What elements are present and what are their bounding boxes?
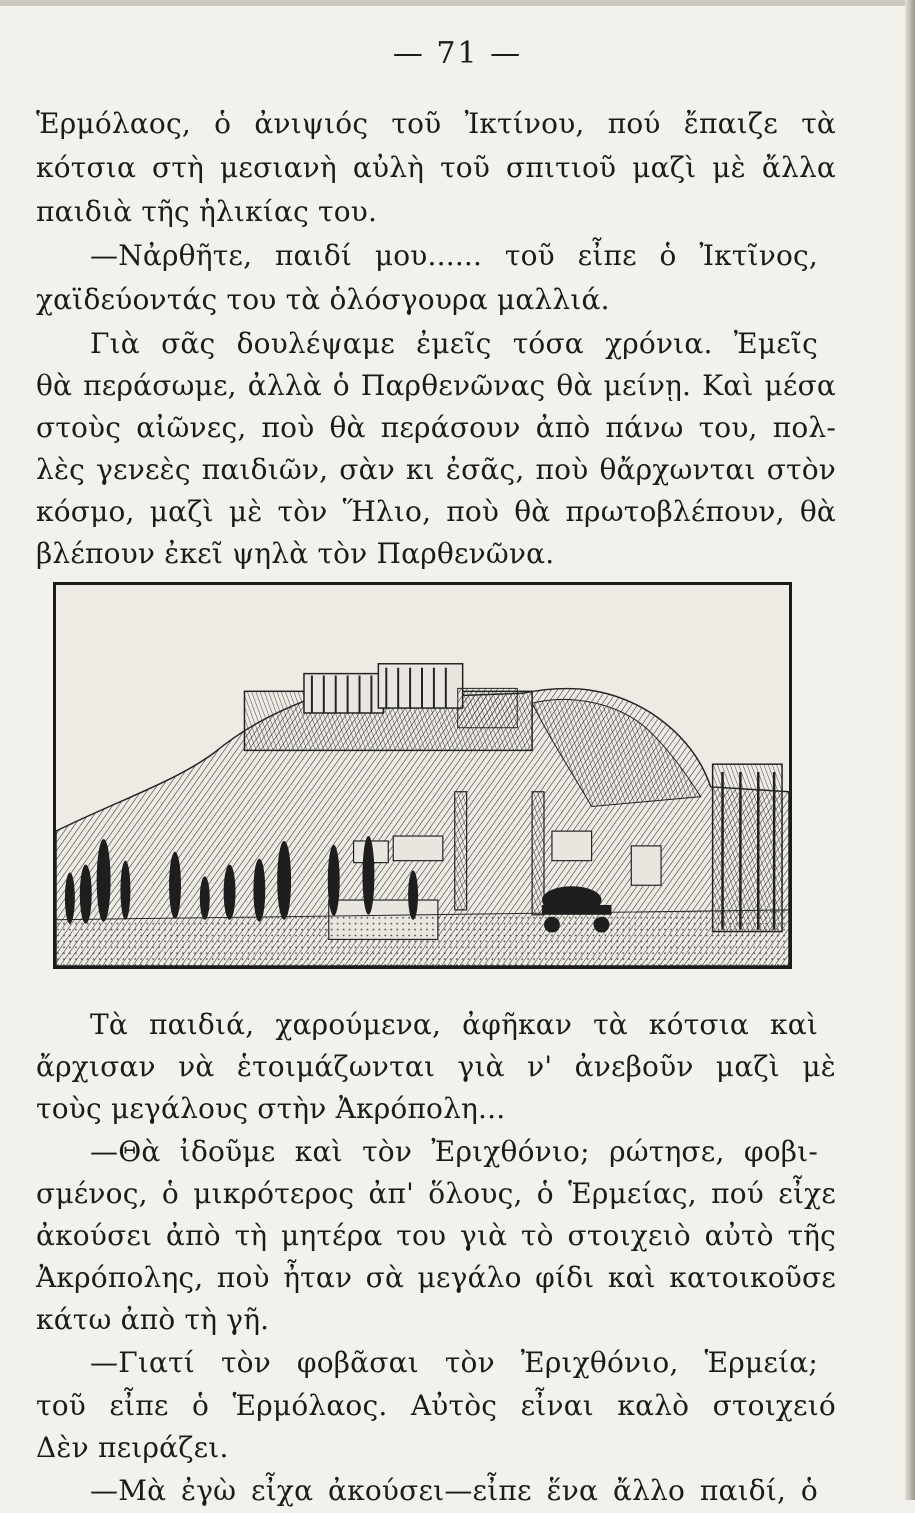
text-line: Ἑρμόλαος, ὁ ἀνιψιός τοῦ Ἰκτίνου, πού ἔπαιζε τὰ [36,107,836,140]
acropolis-illustration [53,582,792,969]
text-line: Ἀκρόπολης, ποὺ ἦταν σὰ μεγάλο φίδι καὶ κατοικοῦσε [36,1261,836,1294]
text-line: —Γιατί τὸν φοβᾶσαι τὸν Ἐριχθόνιο, Ἑρμεία; [90,1346,818,1379]
text-line: θὰ περάσωμε, ἀλλὰ ὁ Παρθενῶνας θὰ μείνῃ. Καὶ μέσα [36,369,836,402]
text-line: ἀκούσει ἀπὸ τὴ μητέρα του γιὰ τὸ στοιχειὸ αὐτὸ τῆς [36,1219,836,1252]
page-edge [0,0,915,6]
text-line: Τὰ παιδιά, χαρούμενα, ἀφῆκαν τὰ κότσια καὶ [90,1008,818,1041]
text-line: στοὺς αἰῶνες, ποὺ θὰ περάσουν ἀπὸ πάνω του, πολ- [36,411,836,444]
text-line: Γιὰ σᾶς δουλέψαμε ἐμεῖς τόσα χρόνια. Ἐμεῖς [90,327,818,360]
text-line: σμένος, ὁ μικρότερος ἀπ' ὅλους, ὁ Ἑρμείας, πού εἶχε [36,1177,836,1210]
text-line: παιδιὰ τῆς ἡλικίας του. [36,195,378,228]
text-line: κόσμο, μαζὶ μὲ τὸν Ἥλιο, ποὺ θὰ πρωτοβλέπουν, θὰ [36,495,836,528]
text-line: βλέπουν ἐκεῖ ψηλὰ τὸν Παρθενῶνα. [36,537,555,570]
text-line: τοὺς μεγάλους στὴν Ἀκρόπολη... [36,1092,506,1125]
text-line: τοῦ εἶπε ὁ Ἑρμόλαος. Αὐτὸς εἶναι καλὸ στοιχειό [36,1389,836,1422]
text-line: Δὲν πειράζει. [36,1431,229,1464]
text-line: λὲς γενεὲς παιδιῶν, σὰν κι ἐσᾶς, ποὺ θἄρχωνται στὸν [36,453,836,486]
text-line: —Νἀρθῆτε, παιδί μου...... τοῦ εἶπε ὁ Ἰκτῖνος, [90,239,818,272]
text-line: ἄρχισαν νὰ ἑτοιμάζωνται γιὰ ν' ἀνεβοῦν μαζὶ μὲ [36,1050,836,1083]
text-line: κάτω ἀπὸ τὴ γῆ. [36,1303,270,1336]
text-line: —Θὰ ἰδοῦμε καὶ τὸν Ἐριχθόνιο; ρώτησε, φοβι- [90,1135,818,1168]
text-line: κότσια στὴ μεσιανὴ αὐλὴ τοῦ σπιτιοῦ μαζὶ μὲ ἄλλα [36,151,836,184]
text-line: —Μὰ ἐγὼ εἶχα ἀκούσει—εἶπε ἕνα ἄλλο παιδί, ὁ [90,1474,818,1507]
text-line: χαϊδεύοντάς του τὰ ὁλόσγουρα μαλλιά. [36,283,610,316]
page-number: — 71 — [392,36,523,71]
page-edge-shadow [905,0,915,1500]
